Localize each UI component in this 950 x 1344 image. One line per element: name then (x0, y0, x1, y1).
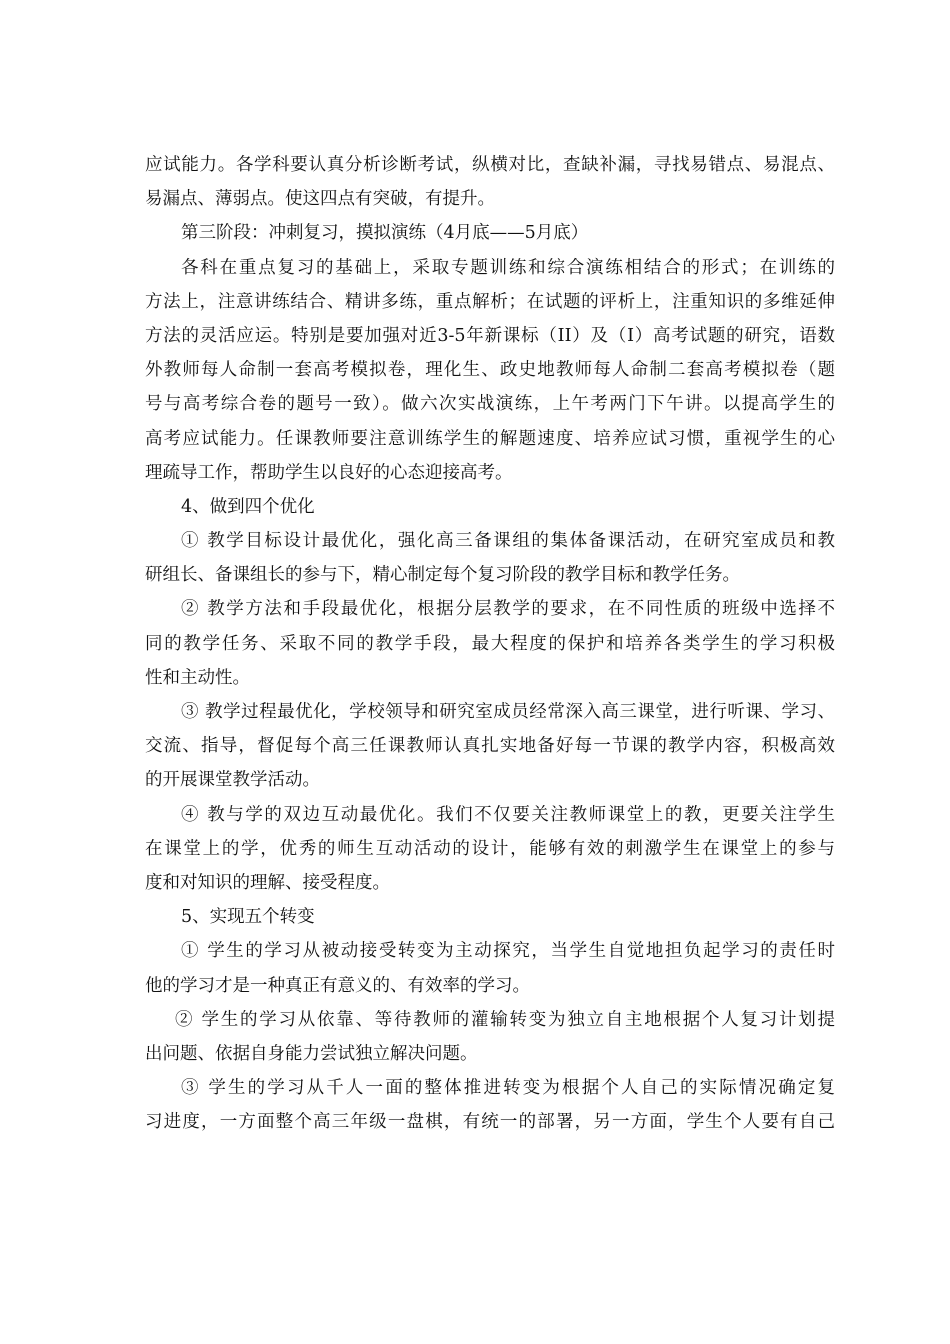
section-heading: 5、实现五个转变 (181, 907, 315, 928)
document-body (145, 148, 835, 1139)
text-line: 方法上，注意讲练结合、精讲多练，重点解析；在试题的评析上，注重知识的多维延伸 (145, 291, 835, 312)
section-heading: 4、做到四个优化 (181, 496, 315, 517)
text-line: 在课堂上的学，优秀的师生互动活动的设计，能够有效的刺激学生在课堂上的参与 (145, 838, 835, 859)
text-line: 应试能力。各学科要认真分析诊断考试，纵横对比，查缺补漏，寻找易错点、易混点、 (145, 155, 835, 175)
text-line: 的开展课堂教学活动。 (145, 770, 320, 791)
text-line: 外教师每人命制一套高考模拟卷，理化生、政史地教师每人命制二套高考模拟卷（题 (145, 360, 835, 381)
text-line: 度和对知识的理解、接受程度。 (145, 872, 390, 893)
text-line: 同的教学任务、采取不同的教学手段，最大程度的保护和培养各类学生的学习积极 (145, 633, 835, 654)
text-line: ① 学生的学习从被动接受转变为主动探究，当学生自觉地担负起学习的责任时 (181, 941, 835, 962)
text-line: ② 教学方法和手段最优化，根据分层教学的要求，在不同性质的班级中选择不 (181, 599, 835, 620)
text-line: 性和主动性。 (145, 667, 250, 688)
text-line: 理疏导工作，帮助学生以良好的心态迎接高考。 (145, 462, 513, 483)
text-line: 各科在重点复习的基础上，采取专题训练和综合演练相结合的形式；在训练的 (181, 257, 835, 278)
text-line: ③ 学生的学习从千人一面的整体推进转变为根据个人自己的实际情况确定复 (181, 1078, 835, 1099)
text-line: 交流、指导，督促每个高三任课教师认真扎实地备好每一节课的教学内容，积极高效 (145, 736, 835, 757)
text-line: ③ 教学过程最优化，学校领导和研究室成员经常深入高三课堂，进行听课、学习、 (181, 702, 835, 722)
text-line: 出问题、依据自身能力尝试独立解决问题。 (145, 1043, 478, 1064)
text-line: 高考应试能力。任课教师要注意训练学生的解题速度、培养应试习惯，重视学生的心 (145, 428, 835, 449)
text-line: 方法的灵活应运。特别是要加强对近3-5年新课标（II）及（I）高考试题的研究，语数 (145, 325, 835, 346)
text-line: 研组长、备课组长的参与下，精心制定每个复习阶段的教学目标和教学任务。 (145, 565, 740, 586)
text-line: ① 教学目标设计最优化，强化高三备课组的集体备课活动，在研究室成员和教 (181, 531, 835, 552)
text-line: 习进度，一方面整个高三年级一盘棋，有统一的部署，另一方面，学生个人要有自己 (145, 1112, 835, 1133)
section-heading: 第三阶段：冲刺复习，摸拟演练（4月底——5月底） (181, 223, 589, 244)
text-line: 号与高考综合卷的题号一致）。做六次实战演练，上午考两门下午讲。以提高学生的 (145, 394, 835, 415)
text-line: ② 学生的学习从依靠、等待教师的灌输转变为独立自主地根据个人复习计划提 (175, 1009, 835, 1030)
text-line: 他的学习才是一种真正有意义的、有效率的学习。 (145, 975, 530, 996)
text-line: ④ 教与学的双边互动最优化。我们不仅要关注教师课堂上的教，更要关注学生 (181, 804, 835, 825)
text-line: 易漏点、薄弱点。使这四点有突破，有提升。 (145, 189, 495, 210)
